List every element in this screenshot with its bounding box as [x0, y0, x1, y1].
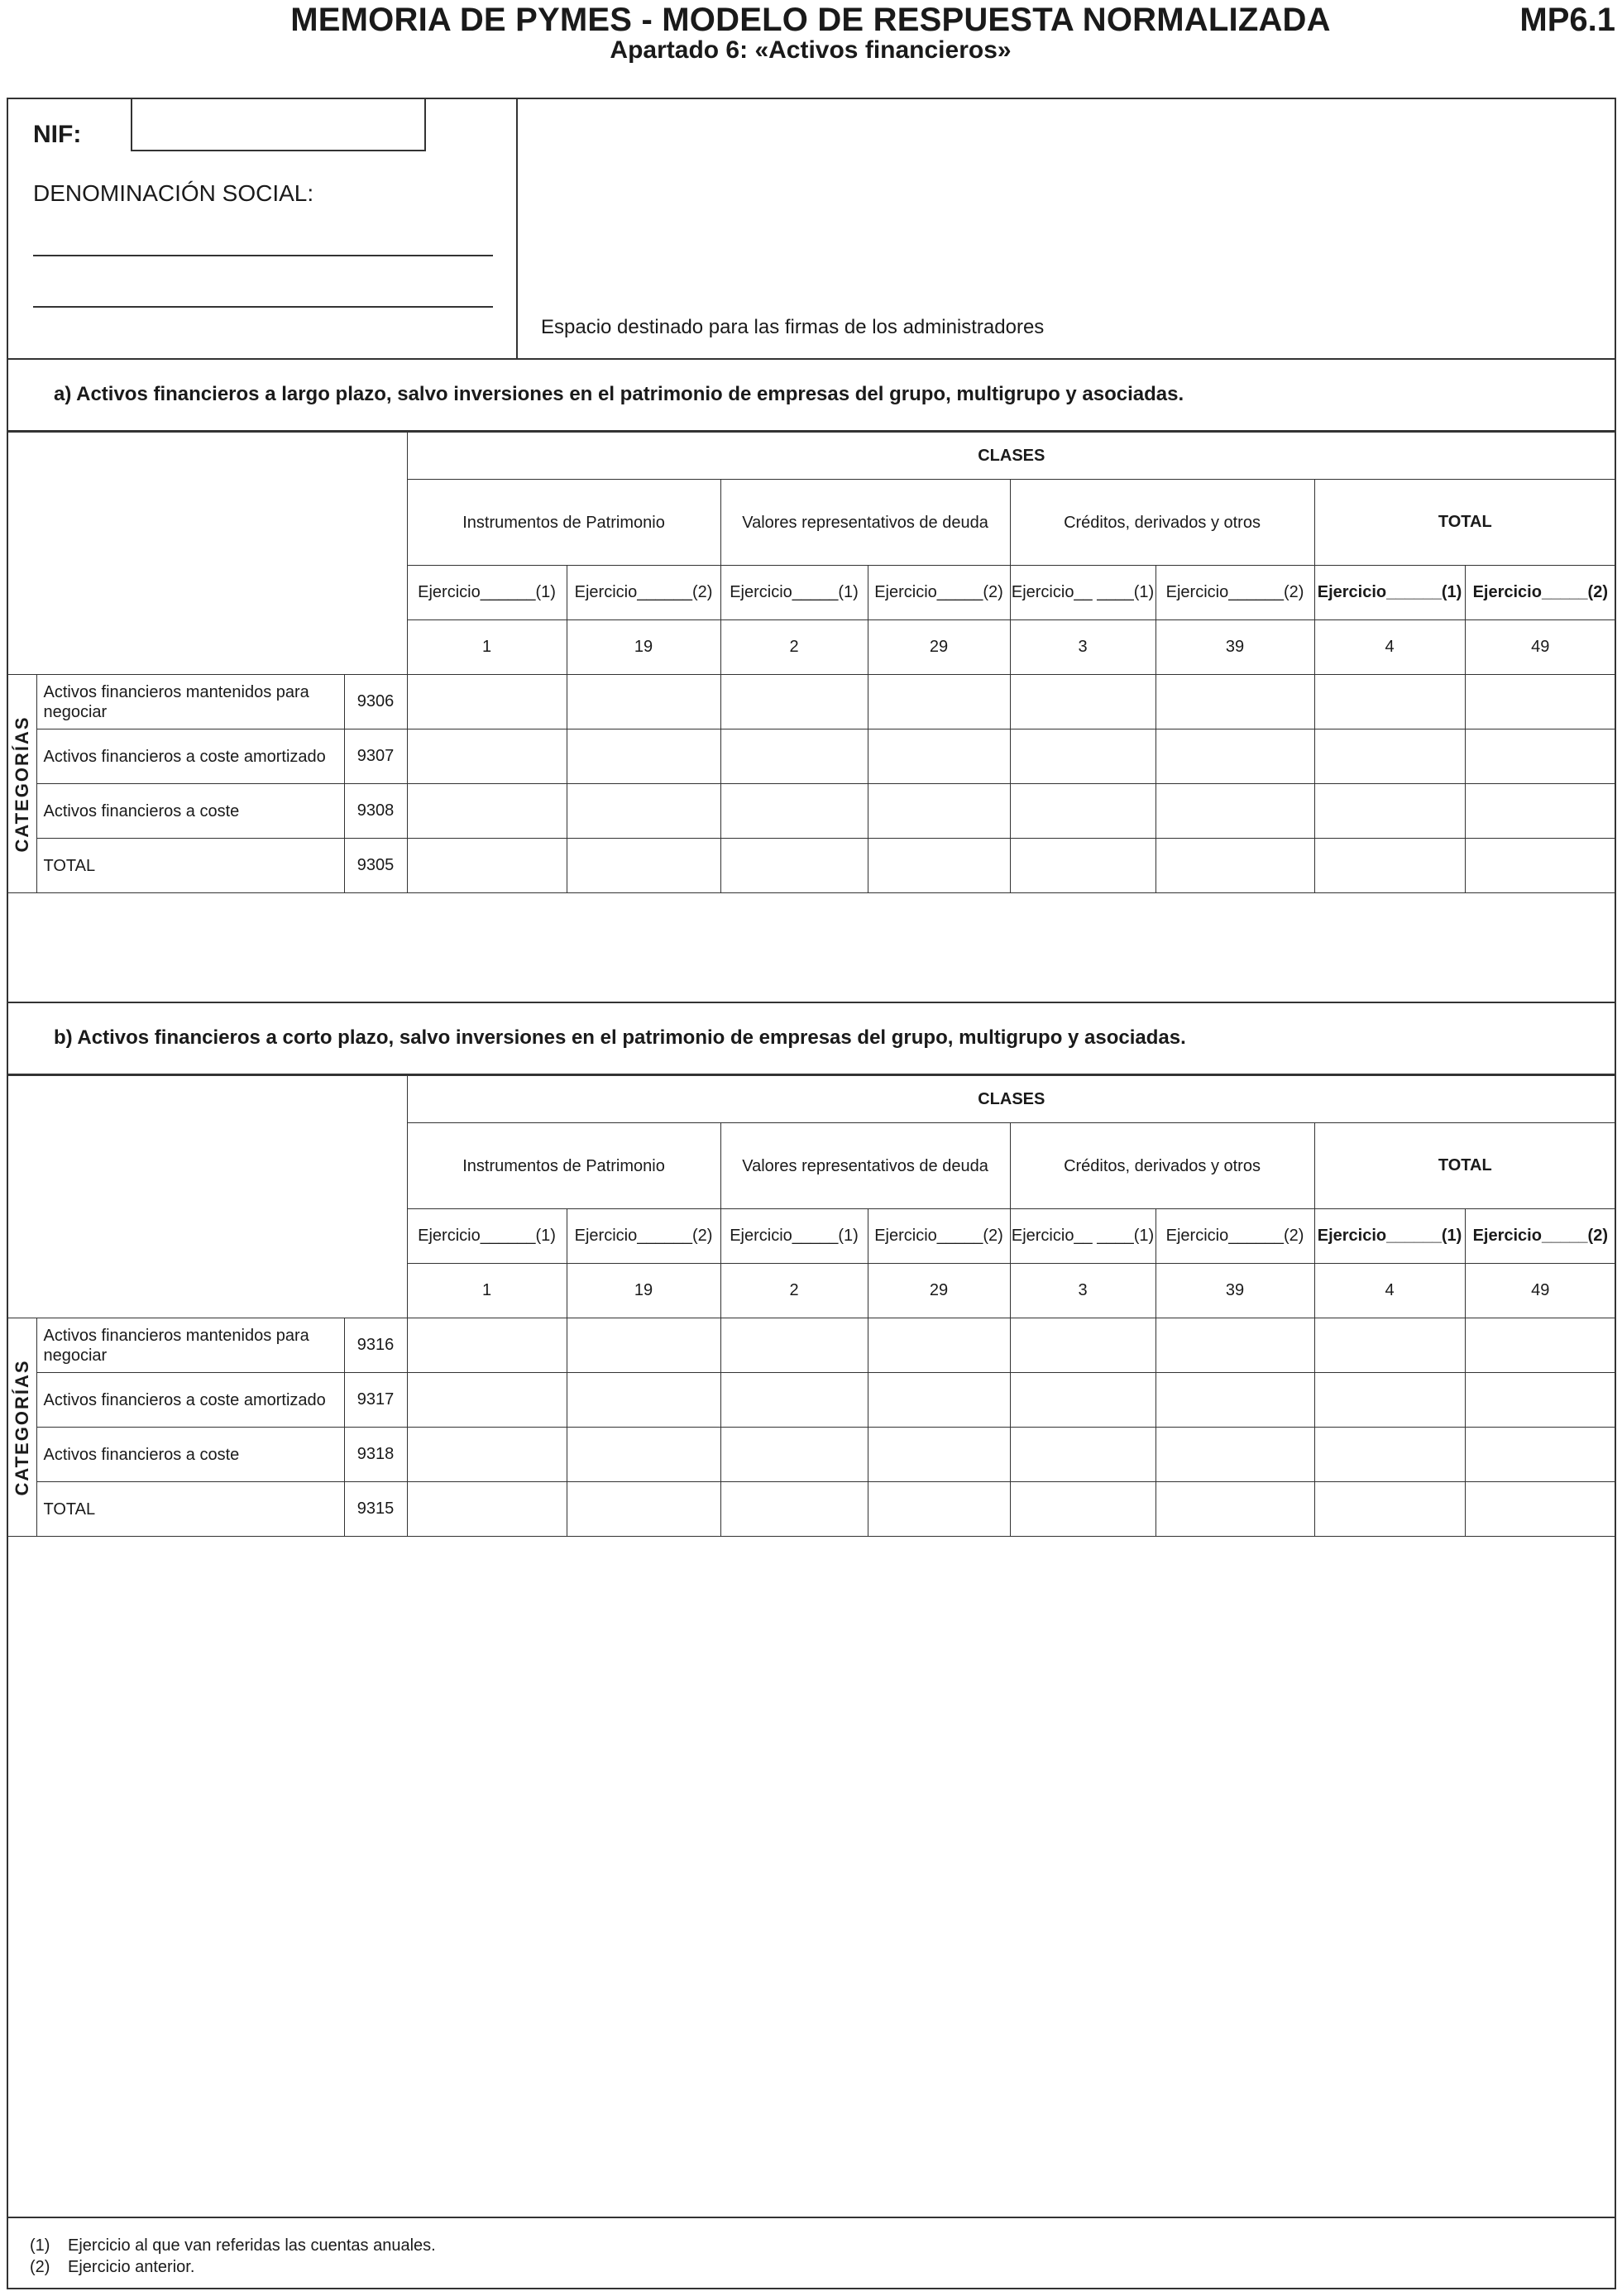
ejercicio-label-2: Ejercicio______(2)	[567, 1209, 720, 1264]
footnote-1-text: Ejercicio al que van referidas las cuentas anuales.	[68, 2236, 436, 2255]
ejercicio-label-5: Ejercicio__ ____(1)	[1010, 566, 1155, 620]
value-cell[interactable]	[868, 1373, 1010, 1428]
table-row	[8, 1482, 1615, 1537]
categorias-text: CATEGORÍAS	[11, 1358, 32, 1496]
column-number-1: 1	[407, 620, 567, 675]
table-row	[8, 1428, 1615, 1482]
ejercicio-label-6: Ejercicio______(2)	[1155, 566, 1314, 620]
value-cell[interactable]	[407, 675, 567, 729]
ejercicio-label-4: Ejercicio_____(2)	[868, 1209, 1010, 1264]
class-valores-deuda-header: Valores representativos de deuda	[720, 480, 1010, 566]
ejercicio-label-7: Ejercicio______(1)	[1314, 1209, 1465, 1264]
row-code: 9316	[344, 1318, 407, 1373]
value-cell[interactable]	[1465, 1428, 1615, 1482]
row-code: 9308	[344, 784, 407, 839]
column-number-7: 4	[1314, 1264, 1465, 1318]
value-cell[interactable]	[1314, 729, 1465, 784]
column-number-7: 4	[1314, 620, 1465, 675]
value-cell[interactable]	[720, 784, 868, 839]
denominacion-line-2[interactable]	[33, 306, 493, 308]
section_b-table	[8, 1075, 1615, 1537]
identification-block	[8, 99, 1615, 360]
table-row	[8, 729, 1615, 784]
value-cell[interactable]	[868, 675, 1010, 729]
column-number-6: 39	[1155, 620, 1314, 675]
value-cell[interactable]	[868, 1482, 1010, 1537]
header-corner	[8, 1076, 407, 1318]
nif-field[interactable]	[131, 99, 426, 151]
class-total-header: TOTAL	[1314, 480, 1615, 566]
value-cell[interactable]	[1314, 1428, 1465, 1482]
value-cell[interactable]	[407, 1428, 567, 1482]
row-label: Activos financieros mantenidos para negociar	[36, 1318, 344, 1373]
value-cell[interactable]	[407, 729, 567, 784]
value-cell[interactable]	[720, 1428, 868, 1482]
value-cell[interactable]	[868, 1318, 1010, 1373]
row-label: Activos financieros a coste	[36, 1428, 344, 1482]
row-code: 9307	[344, 729, 407, 784]
row-label: Activos financieros a coste	[36, 784, 344, 839]
column-number-1: 1	[407, 1264, 567, 1318]
row-label: Activos financieros a coste amortizado	[36, 729, 344, 784]
section-a-title	[8, 360, 1615, 432]
ejercicio-label-8: Ejercicio_____(2)	[1465, 1209, 1615, 1264]
value-cell[interactable]	[720, 729, 868, 784]
row-label: Activos financieros mantenidos para negociar	[36, 675, 344, 729]
value-cell[interactable]	[1010, 784, 1155, 839]
column-number-3: 2	[720, 1264, 868, 1318]
value-cell[interactable]	[1465, 729, 1615, 784]
value-cell[interactable]	[1465, 784, 1615, 839]
value-cell[interactable]	[567, 784, 720, 839]
value-cell[interactable]	[720, 1482, 868, 1537]
value-cell[interactable]	[567, 675, 720, 729]
denominacion-line-1[interactable]	[33, 255, 493, 256]
row-label: TOTAL	[36, 1482, 344, 1537]
footnote-2-number: (2)	[30, 2258, 50, 2276]
table-row	[8, 1373, 1615, 1428]
value-cell[interactable]	[720, 675, 868, 729]
ejercicio-label-7: Ejercicio______(1)	[1314, 566, 1465, 620]
table-row	[8, 1318, 1615, 1373]
value-cell[interactable]	[868, 729, 1010, 784]
column-number-5: 3	[1010, 1264, 1155, 1318]
value-cell[interactable]	[1314, 1373, 1465, 1428]
value-cell[interactable]	[1010, 1482, 1155, 1537]
column-number-6: 39	[1155, 1264, 1314, 1318]
categorias-label	[8, 675, 36, 893]
value-cell[interactable]	[1155, 784, 1314, 839]
footnote-2-text: Ejercicio anterior.	[68, 2258, 195, 2276]
column-number-5: 3	[1010, 620, 1155, 675]
section-a-spacer	[8, 892, 1615, 1003]
categorias-label	[8, 1318, 36, 1537]
ejercicio-label-3: Ejercicio_____(1)	[720, 1209, 868, 1264]
value-cell[interactable]	[720, 839, 868, 893]
section-b-title	[8, 1003, 1615, 1075]
value-cell[interactable]	[1010, 839, 1155, 893]
value-cell[interactable]	[868, 1428, 1010, 1482]
value-cell[interactable]	[720, 1318, 868, 1373]
signature-area-label: Espacio destinado para las firmas de los administradores	[541, 316, 1045, 338]
value-cell[interactable]	[1314, 1482, 1465, 1537]
column-number-3: 2	[720, 620, 868, 675]
value-cell[interactable]	[1465, 675, 1615, 729]
value-cell[interactable]	[720, 1373, 868, 1428]
ejercicio-label-2: Ejercicio______(2)	[567, 566, 720, 620]
clases-header: CLASES	[407, 1076, 1615, 1123]
class-total-header: TOTAL	[1314, 1123, 1615, 1209]
footnotes	[8, 2217, 1615, 2289]
value-cell[interactable]	[1010, 729, 1155, 784]
table-row	[8, 675, 1615, 729]
ejercicio-label-4: Ejercicio_____(2)	[868, 566, 1010, 620]
form-title: MEMORIA DE PYMES - MODELO DE RESPUESTA NORMALIZADA	[290, 2, 1331, 38]
value-cell[interactable]	[1010, 675, 1155, 729]
ejercicio-label-1: Ejercicio______(1)	[407, 1209, 567, 1264]
footnote-1	[30, 2236, 436, 2255]
form-frame	[7, 98, 1616, 2289]
denominacion-label: DENOMINACIÓN SOCIAL:	[33, 180, 314, 206]
ejercicio-label-3: Ejercicio_____(1)	[720, 566, 868, 620]
categorias-text: CATEGORÍAS	[11, 715, 32, 853]
class-instrumentos-patrimonio-header: Instrumentos de Patrimonio	[407, 1123, 720, 1209]
value-cell[interactable]	[1155, 839, 1314, 893]
value-cell[interactable]	[407, 784, 567, 839]
nif-label: NIF:	[33, 121, 82, 148]
value-cell[interactable]	[868, 784, 1010, 839]
value-cell[interactable]	[1155, 729, 1314, 784]
value-cell[interactable]	[1314, 839, 1465, 893]
value-cell[interactable]	[1155, 1318, 1314, 1373]
row-code: 9305	[344, 839, 407, 893]
value-cell[interactable]	[407, 1318, 567, 1373]
value-cell[interactable]	[567, 1318, 720, 1373]
row-code: 9315	[344, 1482, 407, 1537]
row-code: 9317	[344, 1373, 407, 1428]
value-cell[interactable]	[407, 1373, 567, 1428]
value-cell[interactable]	[1010, 1373, 1155, 1428]
ejercicio-label-8: Ejercicio_____(2)	[1465, 566, 1615, 620]
value-cell[interactable]	[1314, 1318, 1465, 1373]
value-cell[interactable]	[1465, 1318, 1615, 1373]
class-instrumentos-patrimonio-header: Instrumentos de Patrimonio	[407, 480, 720, 566]
class-valores-deuda-header: Valores representativos de deuda	[720, 1123, 1010, 1209]
value-cell[interactable]	[567, 839, 720, 893]
value-cell[interactable]	[1155, 1482, 1314, 1537]
form-subtitle: Apartado 6: «Activos financieros»	[610, 36, 1012, 64]
class-creditos-derivados-header: Créditos, derivados y otros	[1010, 480, 1314, 566]
table-row	[8, 839, 1615, 893]
value-cell[interactable]	[407, 1482, 567, 1537]
form-code: MP6.1	[1519, 2, 1615, 38]
company-identification	[8, 99, 518, 358]
column-number-2: 19	[567, 620, 720, 675]
value-cell[interactable]	[567, 729, 720, 784]
value-cell[interactable]	[1155, 675, 1314, 729]
row-code: 9318	[344, 1428, 407, 1482]
value-cell[interactable]	[1155, 1428, 1314, 1482]
column-number-4: 29	[868, 1264, 1010, 1318]
value-cell[interactable]	[407, 839, 567, 893]
column-number-2: 19	[567, 1264, 720, 1318]
section-a-title-text: a) Activos financieros a largo plazo, salvo inversiones en el patrimonio de empresas del grupo, multigrupo y asociadas.	[54, 383, 1184, 405]
table-row	[8, 784, 1615, 839]
column-number-4: 29	[868, 620, 1010, 675]
ejercicio-label-1: Ejercicio______(1)	[407, 566, 567, 620]
row-code: 9306	[344, 675, 407, 729]
header-corner	[8, 433, 407, 675]
section_a-table	[8, 432, 1615, 893]
section-b-title-text: b) Activos financieros a corto plazo, salvo inversiones en el patrimonio de empresas del grupo, multigrupo y asociadas.	[54, 1026, 1186, 1049]
value-cell[interactable]	[868, 839, 1010, 893]
value-cell[interactable]	[567, 1373, 720, 1428]
value-cell[interactable]	[1465, 1482, 1615, 1537]
footnote-1-number: (1)	[30, 2236, 50, 2255]
value-cell[interactable]	[1314, 675, 1465, 729]
value-cell[interactable]	[567, 1482, 720, 1537]
footnote-2	[30, 2258, 194, 2277]
value-cell[interactable]	[1010, 1428, 1155, 1482]
value-cell[interactable]	[1314, 784, 1465, 839]
class-creditos-derivados-header: Créditos, derivados y otros	[1010, 1123, 1314, 1209]
row-label: TOTAL	[36, 839, 344, 893]
ejercicio-label-5: Ejercicio__ ____(1)	[1010, 1209, 1155, 1264]
clases-header: CLASES	[407, 433, 1615, 480]
row-label: Activos financieros a coste amortizado	[36, 1373, 344, 1428]
column-number-8: 49	[1465, 1264, 1615, 1318]
value-cell[interactable]	[1465, 1373, 1615, 1428]
value-cell[interactable]	[1010, 1318, 1155, 1373]
value-cell[interactable]	[1155, 1373, 1314, 1428]
value-cell[interactable]	[567, 1428, 720, 1482]
ejercicio-label-6: Ejercicio______(2)	[1155, 1209, 1314, 1264]
column-number-8: 49	[1465, 620, 1615, 675]
value-cell[interactable]	[1465, 839, 1615, 893]
